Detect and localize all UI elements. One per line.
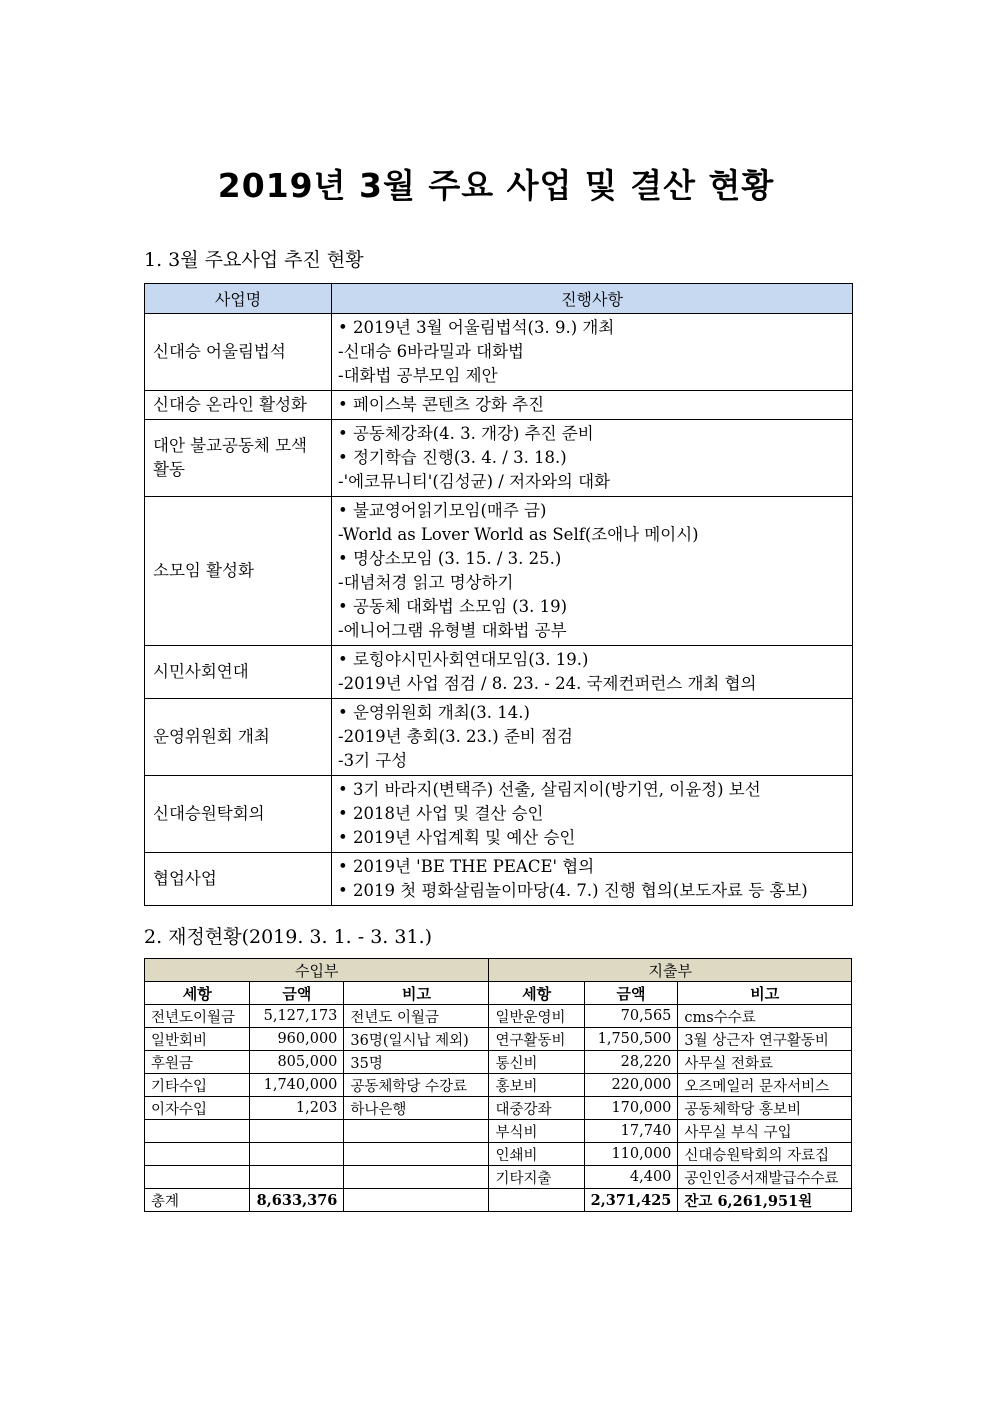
income-item: 일반회비	[145, 1028, 250, 1051]
income-item	[145, 1166, 250, 1189]
total-income-note	[344, 1189, 489, 1212]
progress-line: • 2019년 3월 어울림법석(3. 9.) 개최	[338, 318, 615, 337]
project-name: 신대승 어울림법석	[145, 314, 332, 391]
finance-row	[145, 1051, 852, 1074]
expense-item: 기타지출	[489, 1166, 584, 1189]
project-name: 대안 불교공동체 모색 활동	[145, 420, 332, 497]
project-row	[145, 497, 853, 646]
expense-note: 사무실 부식 구입	[678, 1120, 852, 1143]
income-amount: 5,127,173	[250, 1005, 344, 1028]
expense-item-header: 세항	[489, 982, 584, 1005]
project-name: 시민사회연대	[145, 646, 332, 699]
project-name: 소모임 활성화	[145, 497, 332, 646]
finance-row	[145, 1074, 852, 1097]
expense-amount: 110,000	[584, 1143, 678, 1166]
expense-amount-header: 금액	[584, 982, 678, 1005]
finance-total-row	[145, 1189, 852, 1212]
project-row	[145, 776, 853, 853]
finance-row	[145, 1143, 852, 1166]
expense-amount: 17,740	[584, 1120, 678, 1143]
total-balance: 잔고 6,261,951원	[678, 1189, 852, 1212]
expense-amount: 28,220	[584, 1051, 678, 1074]
income-item: 전년도이월금	[145, 1005, 250, 1028]
finance-row	[145, 1005, 852, 1028]
projects-body	[145, 314, 853, 906]
expense-amount: 70,565	[584, 1005, 678, 1028]
finance-column-row	[145, 982, 852, 1005]
income-amount: 960,000	[250, 1028, 344, 1051]
income-note	[344, 1120, 489, 1143]
finance-row	[145, 1028, 852, 1051]
progress-line: -3기 구성	[338, 751, 408, 770]
project-progress	[332, 646, 853, 699]
expense-note: 오즈메일러 문자서비스	[678, 1074, 852, 1097]
project-row	[145, 314, 853, 391]
income-item	[145, 1120, 250, 1143]
expense-note-header: 비고	[678, 982, 852, 1005]
expense-note: 3월 상근자 연구활동비	[678, 1028, 852, 1051]
expense-amount: 170,000	[584, 1097, 678, 1120]
income-amount	[250, 1120, 344, 1143]
progress-line: -대화법 공부모임 제안	[338, 366, 498, 385]
project-name: 신대승 온라인 활성화	[145, 391, 332, 420]
progress-line: • 2018년 사업 및 결산 승인	[338, 804, 544, 823]
expense-item: 부식비	[489, 1120, 584, 1143]
progress-line: -'에코뮤니티'(김성균) / 저자와의 대화	[338, 472, 610, 491]
progress-line: -에니어그램 유형별 대화법 공부	[338, 621, 567, 640]
header-project-name: 사업명	[145, 284, 332, 314]
project-row	[145, 699, 853, 776]
progress-line: • 2019년 사업계획 및 예산 승인	[338, 828, 576, 847]
project-row	[145, 391, 853, 420]
total-expense: 2,371,425	[584, 1189, 678, 1212]
progress-line: • 불교영어읽기모임(매주 금)	[338, 501, 547, 520]
project-progress	[332, 699, 853, 776]
project-name: 협업사업	[145, 853, 332, 906]
progress-line: -2019년 사업 점검 / 8. 23. - 24. 국제컨퍼런스 개최 협의	[338, 674, 757, 693]
expense-note: 공인인증서재발급수수료	[678, 1166, 852, 1189]
project-progress	[332, 853, 853, 906]
income-note: 공동체학당 수강료	[344, 1074, 489, 1097]
expense-amount: 1,750,500	[584, 1028, 678, 1051]
expense-amount: 220,000	[584, 1074, 678, 1097]
progress-line: -신대승 6바라밀과 대화법	[338, 342, 524, 361]
expense-item: 일반운영비	[489, 1005, 584, 1028]
progress-line: • 로힝야시민사회연대모임(3. 19.)	[338, 650, 589, 669]
header-progress: 진행사항	[332, 284, 853, 314]
section-2-heading: 2. 재정현황(2019. 3. 1. - 3. 31.)	[144, 926, 433, 948]
total-income: 8,633,376	[250, 1189, 344, 1212]
income-item	[145, 1143, 250, 1166]
income-item-header: 세항	[145, 982, 250, 1005]
expense-note: 사무실 전화료	[678, 1051, 852, 1074]
income-amount	[250, 1166, 344, 1189]
expense-item: 통신비	[489, 1051, 584, 1074]
project-row	[145, 646, 853, 699]
income-note: 36명(일시납 제외)	[344, 1028, 489, 1051]
total-expense-item	[489, 1189, 584, 1212]
finance-row	[145, 1166, 852, 1189]
progress-line: • 2019년 'BE THE PEACE' 협의	[338, 857, 595, 876]
project-name: 신대승원탁회의	[145, 776, 332, 853]
finance-group-row	[145, 959, 852, 982]
expense-group-header: 지출부	[489, 959, 852, 982]
income-note: 하나은행	[344, 1097, 489, 1120]
project-progress	[332, 776, 853, 853]
income-amount: 1,740,000	[250, 1074, 344, 1097]
expense-note: cms수수료	[678, 1005, 852, 1028]
finance-row	[145, 1120, 852, 1143]
expense-item: 대중강좌	[489, 1097, 584, 1120]
income-note	[344, 1143, 489, 1166]
finance-table	[144, 958, 852, 1212]
progress-line: • 공동체강좌(4. 3. 개강) 추진 준비	[338, 424, 594, 443]
income-amount: 1,203	[250, 1097, 344, 1120]
progress-line: • 명상소모임 (3. 15. / 3. 25.)	[338, 549, 562, 568]
progress-line: -World as Lover World as Self(조애나 메이시)	[338, 525, 699, 544]
page-title: 2019년 3월 주요 사업 및 결산 현황	[217, 166, 775, 205]
projects-table	[144, 283, 853, 906]
income-item: 후원금	[145, 1051, 250, 1074]
income-amount: 805,000	[250, 1051, 344, 1074]
progress-line: • 페이스북 콘텐츠 강화 추진	[338, 395, 545, 414]
progress-line: -대념처경 읽고 명상하기	[338, 573, 514, 592]
income-amount-header: 금액	[250, 982, 344, 1005]
expense-amount: 4,400	[584, 1166, 678, 1189]
project-row	[145, 853, 853, 906]
expense-note: 공동체학당 홍보비	[678, 1097, 852, 1120]
income-note: 전년도 이월금	[344, 1005, 489, 1028]
progress-line: • 3기 바라지(변택주) 선출, 살림지이(방기연, 이윤정) 보선	[338, 780, 761, 799]
income-item: 기타수입	[145, 1074, 250, 1097]
progress-line: • 운영위원회 개최(3. 14.)	[338, 703, 530, 722]
section-1-heading: 1. 3월 주요사업 추진 현황	[144, 249, 364, 271]
projects-header-row	[145, 284, 853, 314]
progress-line: -2019년 총회(3. 23.) 준비 점검	[338, 727, 573, 746]
progress-line: • 정기학습 진행(3. 4. / 3. 18.)	[338, 448, 567, 467]
income-item: 이자수입	[145, 1097, 250, 1120]
income-note-header: 비고	[344, 982, 489, 1005]
total-label: 총계	[145, 1189, 250, 1212]
project-progress	[332, 420, 853, 497]
expense-item: 인쇄비	[489, 1143, 584, 1166]
income-note	[344, 1166, 489, 1189]
income-amount	[250, 1143, 344, 1166]
income-note: 35명	[344, 1051, 489, 1074]
project-row	[145, 420, 853, 497]
expense-note: 신대승원탁회의 자료집	[678, 1143, 852, 1166]
progress-line: • 공동체 대화법 소모임 (3. 19)	[338, 597, 568, 616]
expense-item: 연구활동비	[489, 1028, 584, 1051]
finance-row	[145, 1097, 852, 1120]
income-group-header: 수입부	[145, 959, 489, 982]
progress-line: • 2019 첫 평화살림놀이마당(4. 7.) 진행 협의(보도자료 등 홍보)	[338, 881, 808, 900]
expense-item: 홍보비	[489, 1074, 584, 1097]
project-name: 운영위원회 개최	[145, 699, 332, 776]
project-progress	[332, 497, 853, 646]
project-progress	[332, 391, 853, 420]
finance-body	[145, 1005, 852, 1189]
project-progress	[332, 314, 853, 391]
